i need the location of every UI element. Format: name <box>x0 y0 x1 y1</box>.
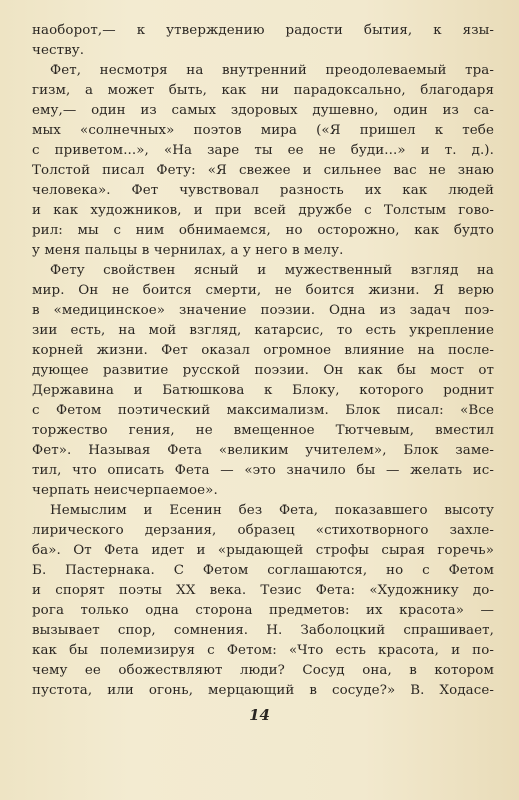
text-line: и спорят поэты XX века. Тезис Фета: «Художнику до- <box>32 583 494 598</box>
body-text <box>32 21 494 701</box>
text-line: как бы полемизируя с Фетом: «Что есть красота, и по- <box>32 643 494 658</box>
text-line: Толстой писал Фету: «Я свежее и сильнее вас не знаю <box>32 163 494 178</box>
text-line: Державина и Батюшкова к Блоку, которого роднит <box>32 383 494 398</box>
text-line: пустота, или огонь, мерцающий в сосуде?» В. Ходасе- <box>32 683 494 698</box>
text-line: тил, что описать Фета — «это значило бы — желать ис- <box>32 463 494 478</box>
text-line: мир. Он не боится смерти, не боится жизни. Я верю <box>32 283 494 298</box>
text-line: Фет, несмотря на внутренний преодолеваемый тра- <box>50 63 494 78</box>
text-line: Фету свойствен ясный и мужественный взгляд на <box>50 263 494 278</box>
text-line: Немыслим и Есенин без Фета, показавшего высоту <box>50 503 494 518</box>
text-line: ба». От Фета идет и «рыдающей строфы сырая горечь» <box>32 543 494 558</box>
text-line: рога только одна сторона предметов: их красота» — <box>32 603 494 618</box>
text-line: торжество гения, не вмещенное Тютчевым, вместил <box>32 423 494 438</box>
text-line: в «медицинское» значение поэзии. Одна из задач поэ- <box>32 303 494 318</box>
paragraph <box>32 501 494 701</box>
text-line: Фет». Называя Фета «великим учителем», Блок заме- <box>32 443 494 458</box>
text-line: с приветом...», «На заре ты ее не буди...» и т. д.). <box>32 143 494 158</box>
paragraph <box>32 21 494 61</box>
text-line: Б. Пастернака. С Фетом соглашаются, но с Фетом <box>32 563 494 578</box>
text-line: честву. <box>32 43 85 58</box>
text-line: зии есть, на мой взгляд, катарсис, то есть укрепление <box>32 323 494 338</box>
page-number: 14 <box>249 706 270 724</box>
text-line: чему ее обожествляют люди? Сосуд она, в котором <box>32 663 494 678</box>
text-line: рил: мы с ним обнимаемся, но осторожно, как будто <box>32 223 494 238</box>
text-line: дующее развитие русской поэзии. Он как бы мост от <box>32 363 494 378</box>
text-line: гизм, а может быть, как ни парадоксально, благодаря <box>32 83 494 98</box>
text-line: с Фетом поэтический максимализм. Блок писал: «Все <box>32 403 494 418</box>
text-line: черпать неисчерпаемое». <box>32 483 218 498</box>
text-line: лирического дерзания, образец «стихотворного захле- <box>32 523 494 538</box>
text-line: мых «солнечных» поэтов мира («Я пришел к тебе <box>32 123 494 138</box>
text-line: вызывает спор, сомнения. Н. Заболоцкий спрашивает, <box>32 623 494 638</box>
text-line: корней жизни. Фет оказал огромное влияние на после- <box>32 343 494 358</box>
text-line: человека». Фет чувствовал разность их как людей <box>32 183 494 198</box>
paragraph <box>32 261 494 501</box>
text-line: и как художников, и при всей дружбе с Толстым гово- <box>32 203 494 218</box>
paragraph <box>32 61 494 261</box>
text-line: наоборот,— к утверждению радости бытия, к язы- <box>32 23 494 38</box>
text-line: ему,— один из самых здоровых душевно, один из са- <box>32 103 494 118</box>
text-line: у меня пальцы в чернилах, а у него в мелу. <box>32 243 344 258</box>
